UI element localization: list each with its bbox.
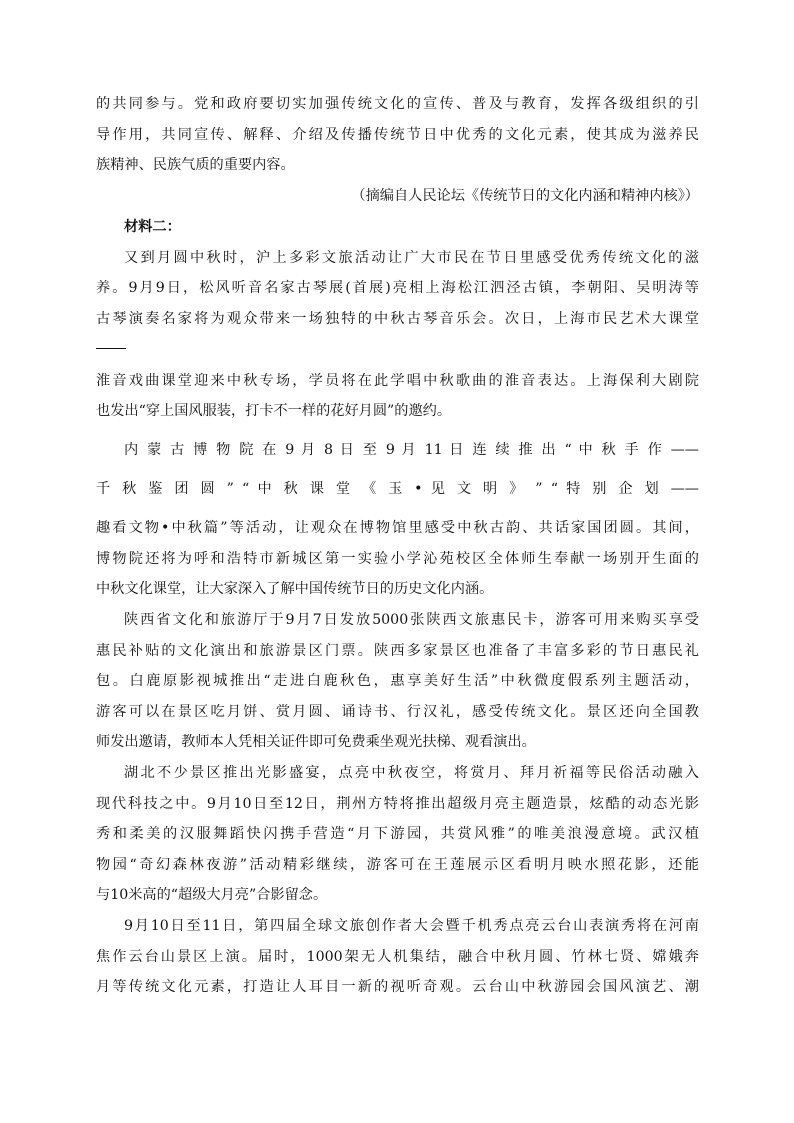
para4-line-4: 游客可以在景区吃月饼、赏月圆、诵诗书、行汉礼，感受传统文化。景区还向全国教 (96, 704, 699, 720)
para2-line-4: 淮音戏曲课堂迎来中秋专场，学员将在此学唱中秋歌曲的淮音表达。上海保利大剧院 (96, 373, 699, 389)
para6-line-1: 9月10日至11日，第四届全球文旅创作者大会暨千机秀点亮云台山表演秀将在河南 (124, 918, 699, 934)
para4-line-2: 惠民补贴的文化演出和旅游景区门票。陕西多家景区也准备了丰富多彩的节日惠民礼 (96, 643, 699, 659)
para3-line-5: 中秋文化课堂，让大家深入了解中国传统节日的历史文化内涵。 (96, 581, 494, 597)
para2-line-1: 又到月圆中秋时，沪上多彩文旅活动让广大市民在节日里感受优秀传统文化的滋 (124, 250, 699, 266)
para4-line-1: 陕西省文化和旅游厅于9月7日发放5000张陕西文旅惠民卡，游客可用来购买享受 (124, 612, 699, 628)
para2-line-3: 古琴演奏名家将为观众带来一场独特的中秋古琴音乐会。次日，上海市民艺术大课堂 (96, 311, 699, 327)
para5-line-4: 物园“奇幻森林夜游”活动精彩继续，游客可在王莲展示区看明月映水照花影，还能 (96, 857, 699, 873)
para1-line-3: 族精神、民族气质的重要内容。 (96, 157, 295, 173)
para1-line-2: 导作用，共同宣传、解释、介绍及传播传统节日中优秀的文化元素，使其成为滋养民 (96, 127, 699, 143)
para2-line-2: 养。9月9日，松风听音名家古琴展(首展)亮相上海松江泗泾古镇，李朝阳、吴明涛等 (96, 280, 699, 296)
para5-line-2: 现代科技之中。9月10日至12日，荆州方特将推出超级月亮主题造景，炫酷的动态光影 (96, 796, 699, 812)
para5-line-5: 与10米高的“超级大月亮”合影留念。 (96, 887, 328, 903)
material-two-heading: 材料二： (124, 219, 181, 235)
para4-line-3: 包。白鹿原影视城推出“走进白鹿秋色，惠享美好生活”中秋微度假系列主题活动， (96, 673, 699, 689)
para4-line-5: 师发出邀请，教师本人凭相关证件即可免费乘坐观光扶梯、观看演出。 (96, 734, 536, 750)
para5-line-1: 湖北不少景区推出光影盛宴，点亮中秋夜空，将赏月、拜月祈福等民俗活动融入 (124, 765, 699, 781)
para3-line-1: 内 蒙 古 博 物 院 在 9 月 8 日 至 9 月 11 日 连 续 推 出 “ 中 秋 手 作 —— (124, 442, 699, 458)
para3-line-4: 博物院还将为呼和浩特市新城区第一实验小学沁苑校区全体师生奉献一场别开生面的 (96, 551, 699, 567)
para3-line-3: 趣看文物•中秋篇”等活动，让观众在博物馆里感受中秋古韵、共话家国团圆。其间， (96, 520, 699, 536)
para5-line-3: 秀和柔美的汉服舞蹈快闪携手营造“月下游园，共赏风雅”的唯美浪漫意境。武汉植 (96, 826, 699, 842)
para3-line-2: 千 秋 鉴 团 圆 ” “ 中 秋 课 堂 《 玉 • 见 文 明 》 ” “ 特 别 企 划 —— (96, 481, 699, 497)
em-dash-line (96, 348, 126, 349)
para6-line-3: 月等传统文化元素，打造让人耳目一新的视听奇观。云台山中秋游园会国风演艺、潮 (96, 979, 699, 995)
source-citation: （摘编自人民论坛《传统节日的文化内涵和精神内核》） (351, 188, 699, 204)
para1-line-1: 的共同参与。党和政府要切实加强传统文化的宣传、普及与教育，发挥各级组织的引 (96, 96, 699, 112)
para2-line-5: 也发出“穿上国风服装，打卡不一样的花好月圆”的邀约。 (96, 403, 452, 419)
para6-line-2: 焦作云台山景区上演。届时，1000架无人机集结，融合中秋月圆、竹林七贤、嫦娥奔 (96, 949, 699, 965)
